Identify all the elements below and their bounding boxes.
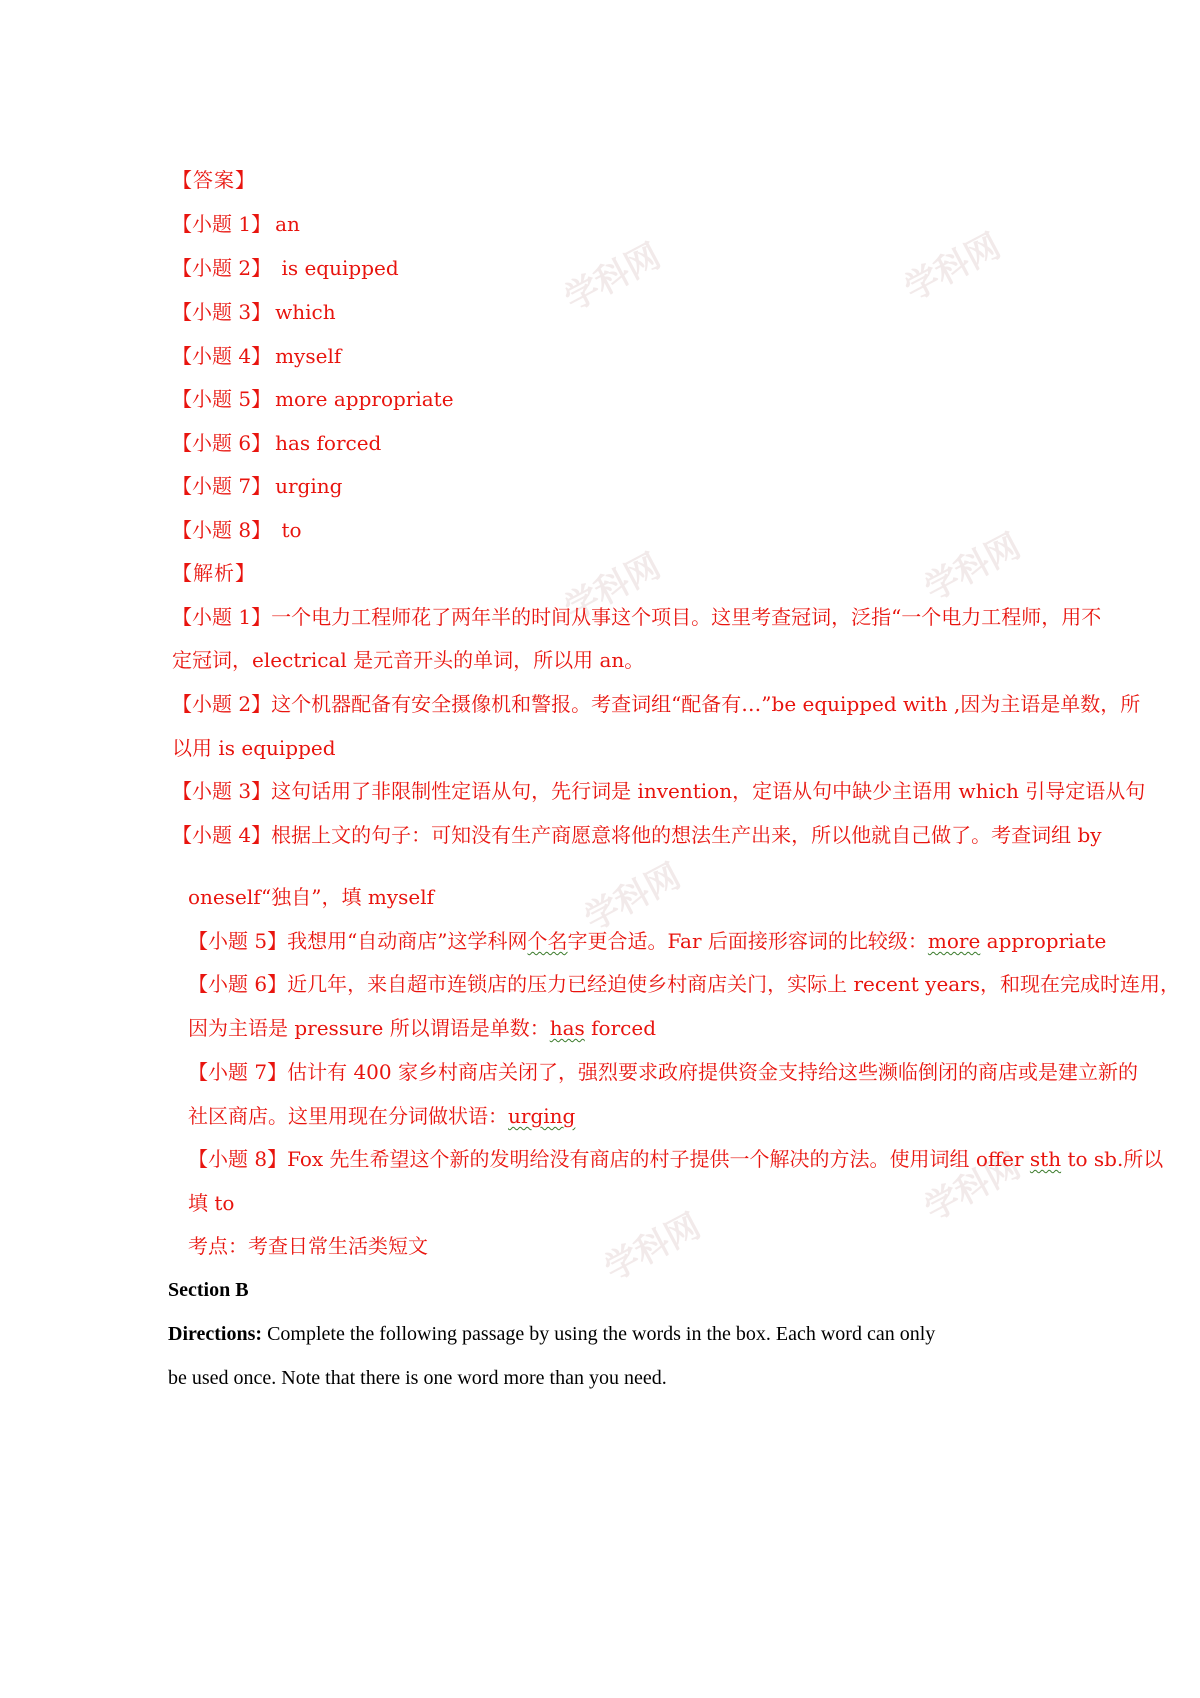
answer-text: more appropriate <box>275 387 454 411</box>
analysis-line <box>188 1102 575 1130</box>
analysis-line: 【小题 3】这句话用了非限制性定语从句，先行词是 invention，定语从句中缺少主语用 which 引导定语从句 <box>172 779 1146 803</box>
spellcheck-underlined-word: has <box>549 1016 585 1040</box>
analysis-header: 【解析】 <box>172 561 256 585</box>
answer-item <box>172 516 302 544</box>
directions-paragraph: be used once. Note that there is one word more than you need. <box>168 1367 667 1389</box>
answer-text: has forced <box>275 431 382 455</box>
answer-item <box>172 210 300 238</box>
answer-text: to <box>275 518 302 542</box>
answer-tag: 【小题 8】 <box>172 518 272 542</box>
directions-text: Complete the following passage by using the words in the box. Each word can only <box>262 1323 936 1345</box>
analysis-text: 【小题 8】Fox 先生希望这个新的发明给没有商店的村子提供一个解决的方法。使用词组 offer <box>188 1147 1030 1171</box>
analysis-line <box>188 1145 1163 1173</box>
answer-tag: 【小题 6】 <box>172 431 272 455</box>
analysis-line: 以用 is equipped <box>172 736 336 760</box>
analysis-line: 【小题 7】估计有 400 家乡村商店关闭了，强烈要求政府提供资金支持给这些濒临倒闭的商店或是建立新的 <box>188 1060 1138 1084</box>
analysis-text: 因为主语是 pressure 所以谓语是单数： <box>188 1016 550 1040</box>
answer-text: is equipped <box>275 256 399 280</box>
analysis-text: 【小题 5】我想用“自动商店”这学科网 <box>188 929 528 953</box>
answer-text: which <box>275 300 336 324</box>
answer-tag: 【小题 5】 <box>172 387 272 411</box>
answer-tag: 【小题 4】 <box>172 344 272 368</box>
analysis-text: forced <box>584 1016 656 1040</box>
directions-label: Directions: <box>168 1323 263 1345</box>
answer-text: myself <box>275 344 342 368</box>
section-title: Section B <box>168 1279 249 1301</box>
spellcheck-underlined-word: more <box>927 929 981 953</box>
answer-item <box>172 472 342 500</box>
answer-item <box>172 298 336 326</box>
watermark-stamp: 学科网 <box>918 525 1028 610</box>
answer-item <box>172 254 399 282</box>
spellcheck-underlined-word: urging <box>508 1104 576 1128</box>
answer-tag: 【小题 3】 <box>172 300 272 324</box>
spellcheck-underlined-word: sth <box>1029 1147 1062 1171</box>
analysis-text: 社区商店。这里用现在分词做状语： <box>188 1104 508 1128</box>
watermark-stamp: 学科网 <box>558 235 668 320</box>
answer-header: 【答案】 <box>172 168 256 192</box>
answer-text: an <box>275 212 300 236</box>
watermark-stamp: 学科网 <box>558 545 668 630</box>
watermark-stamp: 学科网 <box>598 1205 708 1290</box>
answer-item <box>172 385 454 413</box>
analysis-line: 【小题 6】近几年，来自超市连锁店的压力已经迫使乡村商店关门，实际上 recent years，和现在完成时连用， <box>188 972 1181 996</box>
answer-tag: 【小题 1】 <box>172 212 272 236</box>
spellcheck-underlined-word: 个名 <box>527 929 568 953</box>
analysis-line: 【小题 4】根据上文的句子：可知没有生产商愿意将他的想法生产出来，所以他就自己做了。考查词组 by <box>172 823 1102 847</box>
answer-item <box>172 342 341 370</box>
answer-item <box>172 429 381 457</box>
analysis-text: 字更合适。Far 后面接形容词的比较级： <box>567 929 928 953</box>
analysis-line: 【小题 1】一个电力工程师花了两年半的时间从事这个项目。这里考查冠词，泛指“一个电力工程师，用不 <box>172 605 1102 629</box>
analysis-text: appropriate <box>980 929 1107 953</box>
watermark-stamp: 学科网 <box>918 1145 1028 1230</box>
analysis-line: oneself“独自”，填 myself <box>188 885 434 909</box>
watermark-stamp: 学科网 <box>578 855 688 940</box>
analysis-line <box>188 927 1106 955</box>
directions-paragraph <box>168 1320 935 1348</box>
answer-tag: 【小题 7】 <box>172 474 272 498</box>
analysis-text: to sb.所以 <box>1061 1147 1164 1171</box>
answer-text: urging <box>275 474 343 498</box>
analysis-line: 定冠词，electrical 是元音开头的单词，所以用 an。 <box>172 648 645 672</box>
analysis-line <box>188 1014 656 1042</box>
answer-tag: 【小题 2】 <box>172 256 272 280</box>
analysis-line: 填 to <box>188 1191 235 1215</box>
analysis-line: 考点：考查日常生活类短文 <box>188 1234 428 1258</box>
watermark-stamp: 学科网 <box>898 225 1008 310</box>
analysis-line: 【小题 2】这个机器配备有安全摄像机和警报。考查词组“配备有…”be equipped with ,因为主语是单数，所 <box>172 692 1141 716</box>
